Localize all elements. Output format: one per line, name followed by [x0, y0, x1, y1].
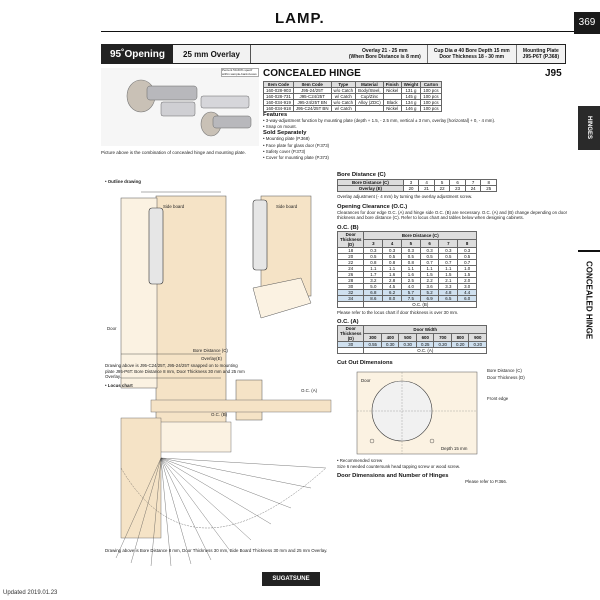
sold-item: • Safety cover (P.373) — [263, 148, 306, 154]
table-cell: 1.0 — [458, 265, 477, 271]
table-cell: 5 — [434, 180, 450, 186]
photo-caption: Picture above is the combination of concealed hinge and mounting plate. — [101, 150, 246, 155]
door-dims-ref: Please refer to P.366. — [465, 478, 507, 484]
top-rule — [101, 31, 574, 32]
table-cell: 21 — [419, 186, 435, 192]
table-cell: 2.8 — [383, 277, 402, 283]
outline-heading: • Outline drawing — [105, 179, 141, 184]
table-cell: 0.8 — [364, 259, 383, 265]
table-cell: 0.5 — [401, 253, 420, 259]
table-cell: 1.7 — [364, 271, 383, 277]
table-cell: 24 — [338, 265, 364, 271]
table-header: Finish — [383, 82, 401, 88]
cutout-label-front-edge: Front edge — [487, 396, 509, 402]
hinge-profile-2 — [253, 200, 267, 270]
table-header: 600 — [416, 334, 434, 342]
table-header: 5 — [401, 239, 420, 247]
table-cell: 160-028-903 — [264, 88, 294, 94]
sold-text: Safety cover (P.373) — [265, 148, 306, 154]
table-cell: 6 — [450, 180, 466, 186]
table-cell: w/o Catch — [331, 88, 356, 94]
ocb-table — [337, 231, 477, 308]
table-header: 3 — [364, 239, 383, 247]
table-cell: 6.9 — [420, 295, 439, 301]
header-cell-line: Mounting Plate — [522, 48, 559, 54]
sugatsune-logo: SUGATSUNE — [262, 572, 320, 586]
table-cell: 4.5 — [383, 283, 402, 289]
table-cell: 8.6 — [364, 295, 383, 301]
table-header: 500 — [399, 334, 417, 342]
product-photo — [101, 68, 259, 146]
overlay-row-label: Overlay (E) — [338, 186, 404, 192]
table-cell: 5.2 — [420, 289, 439, 295]
table-cell: 2.0 — [458, 277, 477, 283]
features-section — [263, 112, 568, 161]
header-cell-line: Overlay 21 - 25 mm — [362, 48, 408, 54]
table-cell: 146 g — [401, 106, 421, 112]
table-cell: 0.3 — [401, 247, 420, 253]
table-cell — [356, 106, 384, 112]
table-cell: 0.5 — [458, 253, 477, 259]
ocb-footer: O.C. (B) — [364, 301, 477, 307]
table-cell: 30 — [338, 342, 364, 348]
sold-item: • Cover for mounting plate (P.373) — [263, 155, 329, 161]
header-cell-line: J95-P6T (P.368) — [522, 54, 559, 60]
clearance-text: Clearances for door edge O.C. (A) and hinge side O.C. (B) are necessary. O.C. (A) and (B) change depending on door thickness and bore distance (C). Refer to locus chart and tables below when designing cabinets. — [337, 209, 568, 221]
table-cell: 4.0 — [401, 283, 420, 289]
table-header: Item Code — [264, 82, 294, 88]
oc-a-label: O.C. (A) — [301, 388, 318, 393]
outline-caption: Drawing above is J95-C24/25T, J95-24/25T snapped on to mounting plate J95-P6T: Bore Distance 8 mm, Door Thickness 30 mm and 25 mm Overlay. — [105, 363, 245, 380]
table-cell: 0.7 — [458, 259, 477, 265]
table-header: Type — [331, 82, 356, 88]
table-cell: 0.3 — [458, 247, 477, 253]
table-cell: 0.30 — [399, 342, 417, 348]
table-cell: J95-24/25T — [293, 88, 331, 94]
table-cell: 1.1 — [420, 265, 439, 271]
table-cell: 5.7 — [401, 289, 420, 295]
table-cell: 1.5 — [439, 271, 458, 277]
bore-note: Overlay adjustment (- 4 mm) by turning the overlay adjustment screw. — [337, 194, 473, 199]
table-header: 7 — [439, 239, 458, 247]
table-cell: 4.8 — [439, 289, 458, 295]
updated-date: Updated 2019.01.23 — [3, 590, 58, 596]
table-cell: 100 pcs — [421, 88, 441, 94]
ocb-heading: O.C. (B) — [337, 224, 359, 231]
table-header: 400 — [381, 334, 399, 342]
header-cell-line: (When Bore Distance is 8 mm) — [348, 54, 421, 60]
table-cell: 5.0 — [364, 283, 383, 289]
tab-concealed-hinge[interactable]: CONCEALED HINGE — [584, 260, 594, 340]
table-header: Material — [356, 82, 384, 88]
table-cell: J95-24/25T BN — [293, 100, 331, 106]
table-cell: 0.5 — [383, 253, 402, 259]
cutout-heading: Cut Out Dimensions — [337, 360, 393, 367]
feature-text: 3-way-adjustment function by mounting plate (depth + 1.5, - 2.5 mm, vertical ± 3 mm, overlay [horizontal] + 0, - 4 mm). — [265, 118, 496, 123]
table-cell: 3 — [403, 180, 419, 186]
table-cell: 6.5 — [439, 295, 458, 301]
table-cell: 0.30 — [381, 342, 399, 348]
ocb-note: Please refer to the locus chart if door thickness is over 30 mm. — [337, 309, 459, 315]
table-header: 800 — [451, 334, 469, 342]
table-cell: 6.2 — [383, 289, 402, 295]
table-cell: Nickel — [383, 106, 401, 112]
table-cell: 0.5 — [364, 253, 383, 259]
header-cell-plate — [517, 45, 565, 63]
page-number: 369 — [574, 12, 600, 34]
ocb-door-label: Door Thickness (D) — [338, 231, 364, 247]
table-cell: 6.8 — [364, 289, 383, 295]
outline-heading-text: Outline drawing — [107, 179, 141, 184]
hinge-profile — [149, 208, 163, 284]
brand-logo: LAMP. — [275, 10, 325, 27]
locus-caption: Drawing above is Bore Distance 8 mm, Door Thickness 30 mm, Side Board Thickness 30 mm and 25 mm Overlay. — [105, 548, 328, 553]
oc-b-label: O.C. (B) — [211, 412, 228, 417]
table-header: Weight — [401, 82, 421, 88]
table-cell: 32 — [338, 289, 364, 295]
table-cell: 3.2 — [364, 277, 383, 283]
table-cell: 7.5 — [401, 295, 420, 301]
table-cell: 30 — [338, 283, 364, 289]
table-cell: 0.5 — [439, 253, 458, 259]
table-cell: 160-028-731 — [264, 94, 294, 100]
table-cell: 8 — [481, 180, 497, 186]
right-column — [337, 168, 569, 484]
table-cell: 0.20 — [469, 342, 487, 348]
oca-door-label: Door Thickness (D) — [338, 326, 364, 342]
table-cell: 28 — [338, 277, 364, 283]
table-cell: 0.20 — [451, 342, 469, 348]
table-cell: 1.5 — [420, 271, 439, 277]
table-cell: 0.3 — [420, 247, 439, 253]
overlay-type: 25 mm Overlay — [173, 45, 251, 63]
table-cell: 0.55 — [364, 342, 382, 348]
opening-badge: 95˚Opening — [102, 45, 173, 63]
table-cell: 26 — [338, 271, 364, 277]
table-cell: 100 pcs — [421, 94, 441, 100]
table-cell: 1.1 — [439, 265, 458, 271]
table-cell: 3.6 — [420, 283, 439, 289]
header-cell-line: Cup Dia ø 40 Bore Depth 15 mm — [433, 48, 510, 54]
cutout-label-depth: Depth 15 mm — [441, 446, 468, 452]
clearance-heading: Opening Clearance (O.C.) — [337, 203, 408, 210]
feature-text: Snap on mount. — [265, 124, 297, 130]
table-cell: Alloy (ZDC) — [356, 100, 384, 106]
table-cell: 4 — [419, 180, 435, 186]
table-cell: 0.3 — [439, 247, 458, 253]
table-header: 4 — [383, 239, 402, 247]
sold-item: • Face plate for glass door (P.373) — [263, 142, 330, 148]
sold-item: • Mounting plate (P.368) — [263, 136, 310, 142]
table-cell: 8.0 — [383, 295, 402, 301]
table-cell: 0.20 — [434, 342, 452, 348]
recommended-screw-text: Recommended screw — [339, 458, 383, 464]
table-cell: 131 g — [401, 88, 421, 94]
header-cell-overlay — [343, 45, 428, 63]
product-series: J95 — [545, 68, 562, 79]
table-cell: 0.7 — [420, 259, 439, 265]
side-board-label: Side board — [163, 204, 185, 209]
table-cell: 160-034-918 — [264, 106, 294, 112]
table-cell: 0.8 — [383, 259, 402, 265]
feature-item: • 3-way-adjustment function by mounting plate (depth + 1.5, - 2.5 mm, vertical ± 3 mm, overlay [horizontal] + 0, - 4 mm). — [263, 118, 496, 123]
bore-table-heading: Bore Distance (C) — [337, 172, 386, 178]
table-cell: 1.6 — [383, 271, 402, 277]
table-cell: 0.7 — [439, 259, 458, 265]
table-header: Item Code — [293, 82, 331, 88]
table-cell: 1.5 — [458, 271, 477, 277]
table-cell: 4.4 — [458, 289, 477, 295]
sold-text: Mounting plate (P.368) — [265, 136, 310, 142]
table-cell: 3.0 — [458, 283, 477, 289]
table-cell: 23 — [450, 186, 466, 192]
table-cell: J95-C24/25T BN — [293, 106, 331, 112]
table-header: 300 — [364, 334, 382, 342]
table-cell: Nickel — [383, 88, 401, 94]
table-header: 900 — [469, 334, 487, 342]
table-row — [264, 106, 442, 112]
table-row — [264, 100, 442, 106]
drawing-column — [101, 168, 333, 572]
table-cell: 2.1 — [439, 277, 458, 283]
cutout-drawing — [337, 366, 569, 458]
bore-row-label: Bore Distance (C) — [338, 180, 404, 186]
header-cell-line: Door Thickness 18 - 30 mm — [439, 54, 505, 60]
overlay-label: Overlay(E) — [201, 356, 222, 361]
table-cell: 100 pcs — [421, 100, 441, 106]
feature-item: • Snap on mount. — [263, 124, 297, 130]
table-cell: 0.3 — [364, 247, 383, 253]
table-header: 700 — [434, 334, 452, 342]
product-title: CONCEALED HINGE — [263, 68, 361, 79]
locus-heading-text: Locus chart — [107, 383, 133, 388]
door-dims-heading: Door Dimensions and Number of Hinges — [337, 472, 449, 479]
table-row — [264, 88, 442, 94]
table-cell: 22 — [338, 259, 364, 265]
oca-footer: O.C. (A) — [364, 348, 487, 354]
features-heading: Features — [263, 112, 288, 118]
table-cell: 1.6 — [401, 271, 420, 277]
table-cell: Black — [383, 100, 401, 106]
table-cell: Cup/Zinc — [356, 94, 384, 100]
sold-heading: Sold Separately — [263, 130, 307, 137]
header-cell-cup — [428, 45, 517, 63]
oca-heading: O.C. (A) — [337, 319, 359, 326]
table-cell: 20 — [403, 186, 419, 192]
bore-distance-label: Bore Distance (C) — [193, 348, 228, 353]
table-cell: w/ Catch — [331, 106, 356, 112]
table-header: 6 — [420, 239, 439, 247]
tab-hinges[interactable]: HINGES — [578, 106, 600, 150]
table-cell: 0.25 — [416, 342, 434, 348]
table-cell: 24 — [465, 186, 481, 192]
tab-divider — [578, 250, 600, 252]
screw-note: Size 6 needed countersunk head tapping screw or wood screw. — [337, 463, 461, 469]
table-cell: 0.5 — [420, 253, 439, 259]
photo-note: Percent 50-60% specif within sample-bank-boxes — [221, 68, 259, 77]
table-cell: 1.1 — [383, 265, 402, 271]
ocb-bore-label: Bore Distance (C) — [364, 231, 477, 239]
table-cell: 2.2 — [420, 277, 439, 283]
locus-heading: • Locus chart — [105, 383, 133, 388]
table-cell: J95-C24/25T — [293, 94, 331, 100]
recommended-screw: • Recommended screw — [337, 458, 383, 464]
table-cell: 1.1 — [364, 265, 383, 271]
table-cell: 0.3 — [383, 247, 402, 253]
oca-width-label: Door Width — [364, 326, 487, 334]
table-cell: 18 — [338, 247, 364, 253]
table-cell: 25 — [481, 186, 497, 192]
door-label: Door — [107, 326, 117, 331]
table-cell: 6.0 — [458, 295, 477, 301]
cutout-diagram — [337, 366, 569, 458]
table-cell: w/o Catch — [331, 100, 356, 106]
oca-table — [337, 325, 487, 354]
table-cell: 3.3 — [439, 283, 458, 289]
table-cell: 134 g — [401, 100, 421, 106]
table-cell: w/ Catch — [331, 94, 356, 100]
spec-header-bar — [101, 44, 566, 64]
table-cell: 20 — [338, 253, 364, 259]
table-header: Carton — [421, 82, 441, 88]
table-cell: 1.1 — [401, 265, 420, 271]
table-cell: 100 pcs — [421, 106, 441, 112]
table-cell: 34 — [338, 295, 364, 301]
table-cell: 145 g — [401, 94, 421, 100]
table-cell: Body/Steel, — [356, 88, 384, 94]
cutout-label-door: Door — [361, 378, 371, 384]
sold-text: Cover for mounting plate (P.373) — [265, 155, 329, 161]
item-table — [263, 81, 442, 112]
cutout-label-door-thickness: Door Thickness (D) — [487, 375, 525, 381]
hinge-photo-icon — [101, 68, 259, 146]
table-cell: 0.8 — [401, 259, 420, 265]
table-cell: 22 — [434, 186, 450, 192]
table-cell: 160-034-919 — [264, 100, 294, 106]
table-cell: 2.5 — [401, 277, 420, 283]
sold-text: Face plate for glass door (P.373) — [265, 142, 330, 148]
cutout-label-bore: Bore Distance (C) — [487, 368, 522, 374]
side-board-label-2: Side board — [276, 204, 298, 209]
bore-table — [337, 179, 497, 192]
table-header: 8 — [458, 239, 477, 247]
table-cell: 7 — [465, 180, 481, 186]
